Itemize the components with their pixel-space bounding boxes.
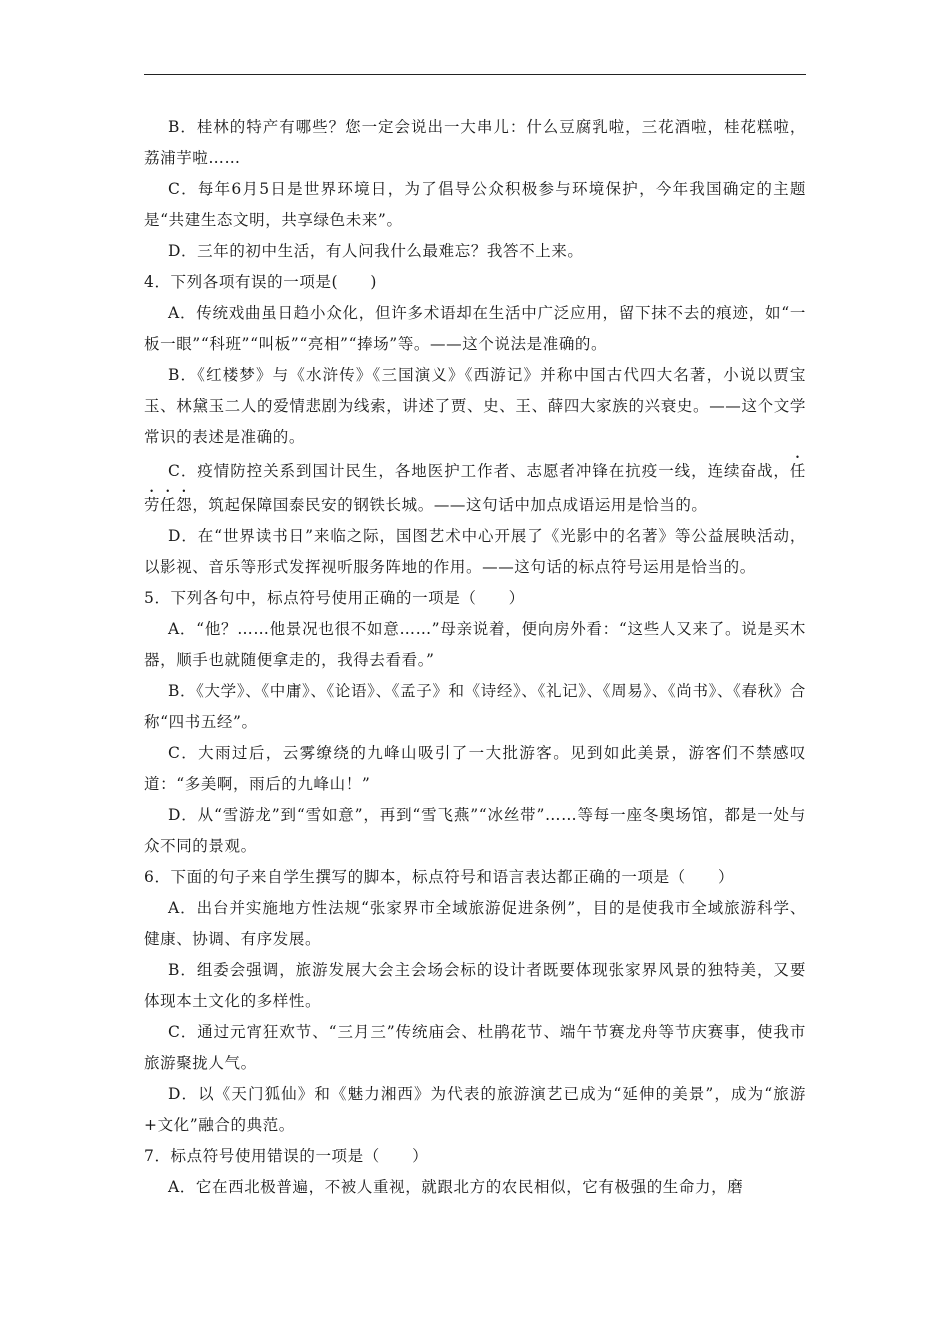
option-5b: B．《大学》、《中庸》、《论语》、《孟子》和《诗经》、《礼记》、《周易》、《尚书》、《春秋》合称“四书五经”。: [144, 682, 806, 731]
option-3b: B．桂林的特产有哪些？您一定会说出一大串儿：什么豆腐乳啦，三花酒啦，桂花糕啦，荔浦芋啦……: [144, 118, 806, 167]
option-6a: A．出台并实施地方性法规“张家界市全域旅游促进条例”，目的是使我市全域旅游科学、健康、协调、有序发展。: [144, 899, 806, 948]
option-4a: A．传统戏曲虽日趋小众化，但许多术语却在生活中广泛应用，留下抹不去的痕迹，如“一板一眼”“科班”“叫板”“亮相”“捧场”等。——这个说法是准确的。: [144, 304, 806, 353]
question-6: 6．下面的句子来自学生撰写的脚本，标点符号和语言表达都正确的一项是（ ）: [144, 868, 735, 886]
option-6b: B．组委会强调，旅游发展大会主会场会标的设计者既要体现张家界风景的独特美，又要体现本土文化的多样性。: [144, 961, 806, 1010]
emphasized-idiom: 任劳任怨: [144, 462, 806, 514]
question-4: 4．下列各项有误的一项是( ): [144, 273, 378, 291]
header-rule: [144, 74, 806, 75]
option-4c: C．疫情防控关系到国计民生，各地医护工作者、志愿者冲锋在抗疫一线，连续奋战，任劳任怨，筑起保障国泰民安的钢铁长城。——这句话中加点成语运用是恰当的。: [144, 462, 806, 514]
option-3d: D．三年的初中生活，有人问我什么最难忘？我答不上来。: [168, 242, 584, 260]
question-5: 5．下列各句中，标点符号使用正确的一项是（ ）: [144, 589, 525, 607]
option-4d: D．在“世界读书日”来临之际，国图艺术中心开展了《光影中的名著》等公益展映活动，以影视、音乐等形式发挥视听服务阵地的作用。——这句话的标点符号运用是恰当的。: [144, 527, 806, 576]
option-3c: C．每年6月5日是世界环境日，为了倡导公众积极参与环境保护，今年我国确定的主题是“共建生态文明，共享绿色未来”。: [144, 180, 806, 229]
exam-content: [144, 112, 806, 1203]
option-7a: A．它在西北极普遍，不被人重视，就跟北方的农民相似，它有极强的生命力，磨: [168, 1178, 744, 1196]
option-6c: C．通过元宵狂欢节、“三月三”传统庙会、杜鹃花节、端午节赛龙舟等节庆赛事，使我市旅游聚拢人气。: [144, 1023, 806, 1072]
option-4b: B．《红楼梦》与《水浒传》《三国演义》《西游记》并称中国古代四大名著，小说以贾宝玉、林黛玉二人的爱情悲剧为线索，讲述了贾、史、王、薛四大家族的兴衰史。——这个文学常识的表述是准确的。: [144, 366, 806, 446]
option-5c: C．大雨过后，云雾缭绕的九峰山吸引了一大批游客。见到如此美景，游客们不禁感叹道：“多美啊，雨后的九峰山！”: [144, 744, 806, 793]
option-5d: D．从“雪游龙”到“雪如意”，再到“雪飞燕”“冰丝带”……等每一座冬奥场馆，都是一处与众不同的景观。: [144, 806, 806, 855]
option-6d: D．以《天门狐仙》和《魅力湘西》为代表的旅游演艺已成为“延伸的美景”，成为“旅游+文化”融合的典范。: [144, 1085, 806, 1134]
option-5a: A．“他？……他景况也很不如意……”母亲说着，便向房外看：“这些人又来了。说是买木器，顺手也就随便拿走的，我得去看看。”: [144, 620, 806, 669]
question-7: 7．标点符号使用错误的一项是（ ）: [144, 1147, 429, 1165]
